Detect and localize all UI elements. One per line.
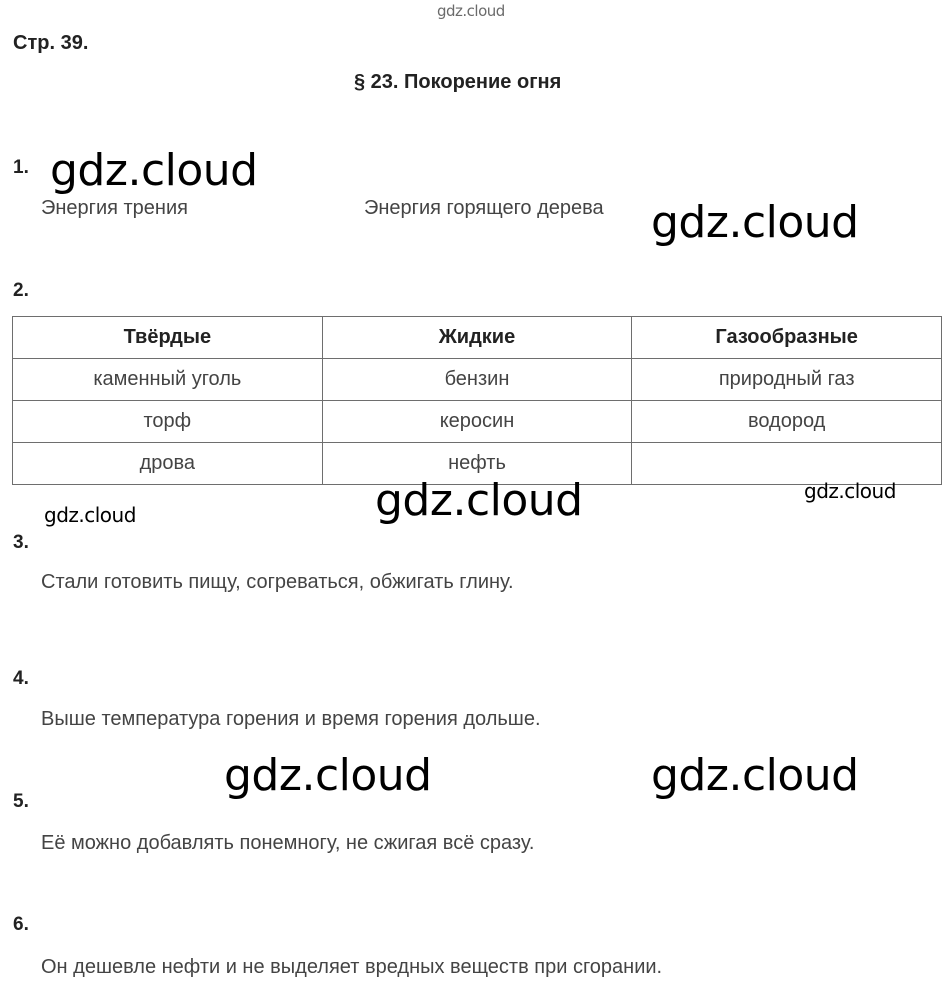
watermark: gdz.cloud bbox=[804, 479, 896, 503]
table-row bbox=[13, 401, 942, 443]
table-cell: торф bbox=[13, 401, 323, 443]
task-5-answer: Её можно добавлять понемногу, не сжигая всё сразу. bbox=[41, 832, 535, 854]
task-5-number: 5. bbox=[13, 791, 29, 812]
table-row bbox=[13, 359, 942, 401]
task-4-number: 4. bbox=[13, 668, 29, 689]
task-2-number: 2. bbox=[13, 280, 29, 301]
table-cell: керосин bbox=[322, 401, 632, 443]
page-number: Стр. 39. bbox=[13, 32, 89, 54]
table-cell: водород bbox=[632, 401, 942, 443]
table-cell: каменный уголь bbox=[13, 359, 323, 401]
watermark: gdz.cloud bbox=[224, 750, 432, 801]
table-header: Жидкие bbox=[322, 317, 632, 359]
table-cell: дрова bbox=[13, 443, 323, 485]
table-header: Твёрдые bbox=[13, 317, 323, 359]
task-3-number: 3. bbox=[13, 532, 29, 553]
watermark: gdz.cloud bbox=[651, 750, 859, 801]
watermark: gdz.cloud bbox=[50, 145, 258, 196]
task-6-answer: Он дешевле нефти и не выделяет вредных веществ при сгорании. bbox=[41, 956, 663, 978]
task-3-answer: Стали готовить пищу, согреваться, обжигать глину. bbox=[41, 571, 514, 593]
fuel-table bbox=[12, 316, 942, 485]
watermark: gdz.cloud bbox=[375, 475, 583, 526]
task-1-number: 1. bbox=[13, 157, 29, 178]
watermark: gdz.cloud bbox=[44, 503, 136, 527]
task-6-number: 6. bbox=[13, 914, 29, 935]
watermark-top: gdz.cloud bbox=[437, 2, 505, 20]
table-cell: нефть bbox=[322, 443, 632, 485]
watermark: gdz.cloud bbox=[651, 197, 859, 248]
task-1-item-burning-wood: Энергия горящего дерева bbox=[364, 197, 604, 219]
table-header-row bbox=[13, 317, 942, 359]
table-header: Газообразные bbox=[632, 317, 942, 359]
task-4-answer: Выше температура горения и время горения дольше. bbox=[41, 708, 541, 730]
section-title: § 23. Покорение огня bbox=[354, 71, 562, 93]
table-cell: бензин bbox=[322, 359, 632, 401]
table-cell: природный газ bbox=[632, 359, 942, 401]
task-1-item-friction: Энергия трения bbox=[41, 197, 188, 219]
